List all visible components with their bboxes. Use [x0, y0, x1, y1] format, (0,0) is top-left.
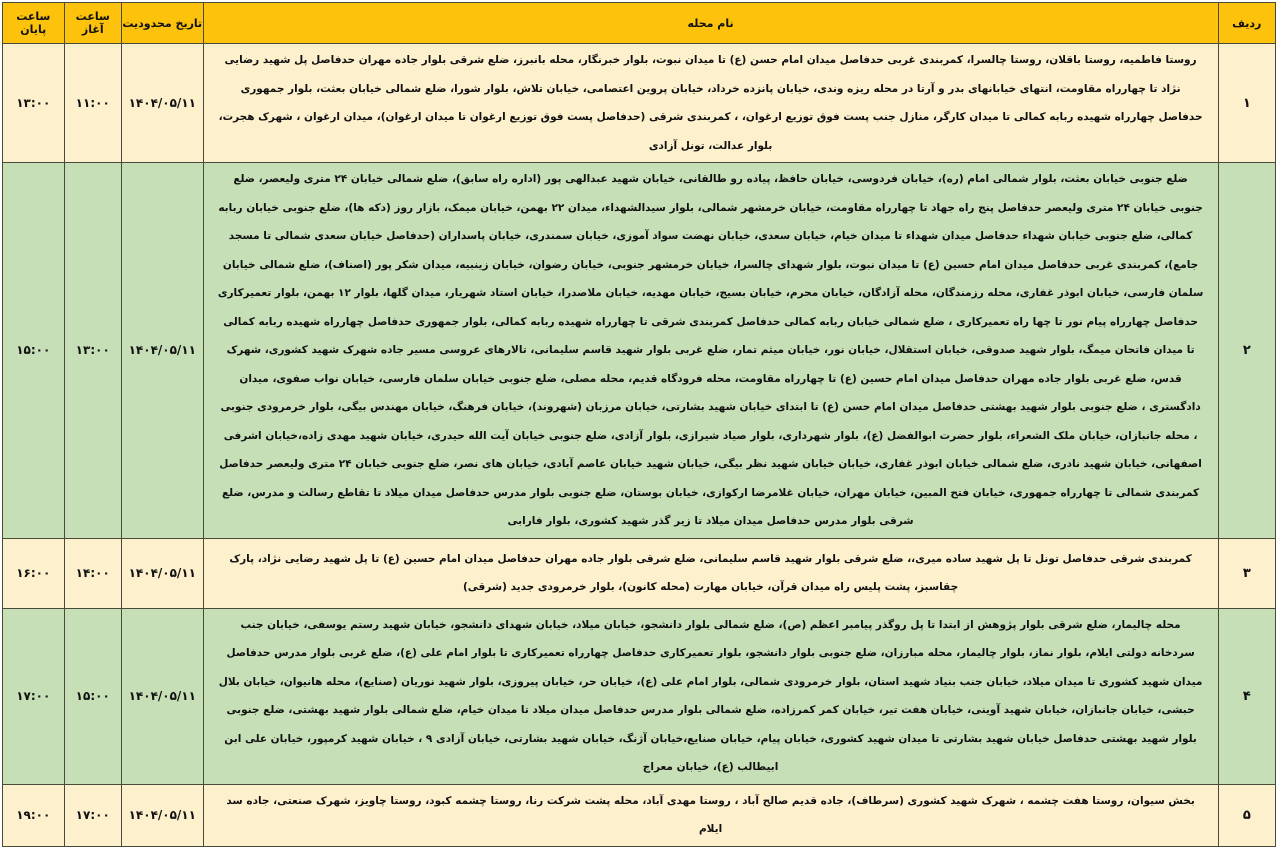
row-area: بخش سیوان، روستا هفت چشمه ، شهرک شهید کشوری (سرطاف)، جاده قدیم صالح آباد ، روستا مهدی آباد، محله پشت شرکت رنا، روستا چشمه کبود، روستا چاویز، شهرک صنعتی، جاده سد ایلام: [203, 784, 1218, 846]
row-date: ۱۴۰۴/۰۵/۱۱: [121, 163, 203, 539]
row-date: ۱۴۰۴/۰۵/۱۱: [121, 44, 203, 163]
row-area: ضلع جنوبی خیابان بعثت، بلوار شمالی امام (ره)، خیابان فردوسی، خیابان حافظ، پیاده رو طالقانی، خیابان شهید عبدالهی پور (اداره راه سابق)، ضلع شمالی خیابان ۲۴ متری ولیعصر، ضلع جنوبی خیابان ۲۴ متری ولیعصر حدفاصل پنج راه جهاد تا چهارراه مقاومت، خیابان خرمشهر شمالی، بلوار سیدالشهداء، میدان ۲۲ بهمن، خیابان میمک، بازار روز (دکه ها)، ضلع جنوبی خیابان ربابه کمالی، ضلع جنوبی خیابان شهداء حدفاصل میدان شهداء تا میدان خیام، خیابان سعدی، خیابان نهضت سواد آموزی، خیابان سمندری، خیابان پاسداران (حدفاصل خیابان سعدی شمالی تا مسجد جامع)، کمربندی غربی حدفاصل میدان امام حسین (ع) تا میدان نبوت، بلوار شهدای چالسرا، خیابان خرمشهر جنوبی، خیابان رضوان، خیابان زینبیه، میدان شکر پور (اصناف)، ضلع شمالی خیابان سلمان فارسی، خیابان ابوذر غفاری، محله رزمندگان، محله آزادگان، خیابان محرم، خیابان بسیج، خیابان مهدیه، خیابان ملاصدرا، خیابان استاد شهریار، میدان گلها، بلوار ۱۲ بهمن، بلوار تعمیرکاری حدفاصل چهارراه پیام نور تا چها راه تعمیرکاری ، ضلع شمالی خیابان ربابه کمالی حدفاصل کمربندی شرقی تا چهارراه شهیده ربابه کمالی، بلوار جمهوری حدفاصل چهارراه شهیده ربابه کمالی تا میدان فاتحان میمگ، بلوار شهید صدوقی، خیابان استقلال، خیابان نور، خیابان میثم تمار، ضلع غربی بلوار شهید قاسم سلیمانی، تالارهای عروسی مسیر جاده شهرک شهید کشوری، شهرک قدس، ضلع غربی بلوار جاده مهران حدفاصل میدان امام حسین (ع) تا چهارراه مقاومت، محله فرودگاه قدیم، محله مصلی، ضلع جنوبی خیابان سلمان فارسی، خیابان نواب صفوی، میدان دادگستری ، ضلع جنوبی بلوار شهید بهشتی حدفاصل میدان امام حسن (ع) تا ابتدای خیابان شهید بشارتی، خیابان مرزبان (شهروند)، خیابان فرهنگ، خیابان مهندس بیگی، بلوار خرمرودی جنوبی ، محله جانبازان، خیابان ملک الشعراء، بلوار حضرت ابوالفضل (ع)، بلوار شهرداری، بلوار صیاد شیرازی، بلوار آزادی، ضلع جنوبی خیابان آیت الله حیدری، خیابان شهید مهدی زاده،خیابان اشرفی اصفهانی، خیابان شهید نادری، ضلع شمالی خیابان ابوذر غفاری، خیابان خیابان شهید نظر بیگی، خیابان شهید خیابان عاصم آبادی، خیابان های نصر، ضلع جنوبی خیابان ۲۴ متری ولیعصر حدفاصل کمربندی شمالی تا چهارراه جمهوری، خیابان فتح المبین، خیابان مهران، خیابان غلامرضا ارکوازی، خیابان بوستان، ضلع جنوبی بلوار مدرس حدفاصل میدان میلاد تا تقاطع رسالت و مدرس، ضلع شرقی بلوار مدرس حدفاصل میدان میلاد تا زیر گذر شهید کشوری، بلوار فارابی: [203, 163, 1218, 539]
header-row: [3, 3, 1276, 44]
row-start-time: ۱۷:۰۰: [64, 784, 121, 846]
row-date: ۱۴۰۴/۰۵/۱۱: [121, 538, 203, 608]
row-area: روستا فاطمیه، روستا باقلان، روستا چالسرا، کمربندی غربی حدفاصل میدان امام حسن (ع) تا میدان نبوت، بلوار خبرنگار، محله بانبرز، ضلع شرقی بلوار جاده مهران حدفاصل پل شهید رضایی نژاد تا چهارراه مقاومت، انتهای خیابانهای بدر و آرتا در محله ریزه وندی، خیابان پانزده خرداد، خیابان پروین اعتصامی، خیابان تلاش، بلوار شورا، ضلع شمالی خیابان بعثت، بلوار جمهوری حدفاصل چهارراه شهیده ربابه کمالی تا میدان کارگر، منازل جنب پست فوق توزیع ارغوان، ، کمربندی شرقی (حدفاصل پست فوق توزیع ارغوان تا میدان ارغوان)، میدان ارغوان ، شهرک هجرت، بلوار عدالت، تونل آزادی: [203, 44, 1218, 163]
row-end-time: ۱۷:۰۰: [3, 608, 65, 784]
row-area: محله چالیمار، ضلع شرقی بلوار پژوهش از ابتدا تا پل روگذر پیامبر اعظم (ص)، ضلع شمالی بلوار دانشجو، خیابان میلاد، خیابان شهدای دانشجو، خیابان شهید رستم یوسفی، خیابان جنب سردخانه دولتی ایلام، بلوار نماز، بلوار چالیمار، محله مبارزان، ضلع جنوبی بلوار دانشجو، بلوار تعمیرکاری حدفاصل چهارراه تعمیرکاری تا بلوار امام علی (ع)، ضلع غربی بلوار مدرس حدفاصل میدان شهید کشوری تا میدان میلاد، خیابان جنب بنیاد شهید استان، بلوار خرمرودی شمالی، بلوار امام علی (ع)، خیابان حر، خیابان پیروزی، بلوار شهید نوریان (صنایع)، محله هانیوان، خیابان بلال حبشی، خیابان جانبازان، خیابان شهید آوینی، خیابان هفت تیر، خیابان کمر کمرزاده، ضلع شمالی بلوار مدرس حدفاصل میدان میلاد تا میدان خیام، ضلع شمالی بلوار شهید بهشتی، ضلع جنوبی بلوار شهید بهشتی حدفاصل خیابان شهید بشارتی تا میدان شهید کشوری، خیابان پیام، خیابان صنایع،خیابان آژنگ، خیابان شهید بشارتی، خیابان آزادی ۹ ، خیابان شهید کرمپور، خیابان علی ابن ابیطالب (ع)، خیابان معراج: [203, 608, 1218, 784]
header-end-time: ساعت پایان: [3, 3, 65, 44]
row-start-time: ۱۳:۰۰: [64, 163, 121, 539]
header-index: ردیف: [1218, 3, 1275, 44]
row-end-time: ۱۹:۰۰: [3, 784, 65, 846]
row-start-time: ۱۵:۰۰: [64, 608, 121, 784]
row-end-time: ۱۵:۰۰: [3, 163, 65, 539]
row-index: ۲: [1218, 163, 1275, 539]
table-row: [3, 44, 1276, 163]
table-row: [3, 163, 1276, 539]
table-row: [3, 784, 1276, 846]
row-end-time: ۱۳:۰۰: [3, 44, 65, 163]
row-index: ۵: [1218, 784, 1275, 846]
table-row: [3, 608, 1276, 784]
table-row: [3, 538, 1276, 608]
row-index: ۱: [1218, 44, 1275, 163]
row-index: ۳: [1218, 538, 1275, 608]
header-start-time: ساعت آغاز: [64, 3, 121, 44]
row-start-time: ۱۱:۰۰: [64, 44, 121, 163]
header-date: تاریخ محدودیت: [121, 3, 203, 44]
row-area: کمربندی شرقی حدفاصل تونل تا پل شهید ساده میری،، ضلع شرقی بلوار شهید قاسم سلیمانی، ضلع شرقی بلوار جاده مهران حدفاصل میدان امام حسین (ع) تا پل شهید رضایی نژاد، پارک چقاسبز، پشت پلیس راه میدان قرآن، خیابان مهارت (محله کانون)، بلوار خرمرودی جدید (شرقی): [203, 538, 1218, 608]
row-index: ۴: [1218, 608, 1275, 784]
row-date: ۱۴۰۴/۰۵/۱۱: [121, 784, 203, 846]
row-start-time: ۱۴:۰۰: [64, 538, 121, 608]
power-outage-schedule-table: [2, 2, 1276, 847]
header-area: نام محله: [203, 3, 1218, 44]
row-end-time: ۱۶:۰۰: [3, 538, 65, 608]
row-date: ۱۴۰۴/۰۵/۱۱: [121, 608, 203, 784]
